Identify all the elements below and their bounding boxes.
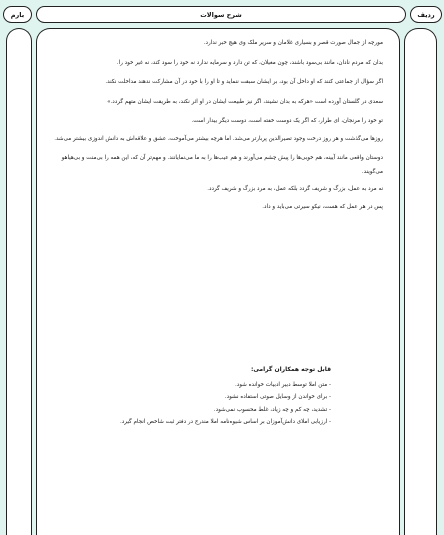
questions-header: شرح سوالات [36, 6, 406, 23]
questions-box [36, 28, 400, 535]
note-item: - متن املا توسط دبیر ادبیات خوانده شود. [235, 381, 331, 388]
score-column [6, 28, 32, 535]
paragraph: دوستان واقعی مانند آیینه، هم خوبی‌ها را پیش چشم می‌آورند و هم عیب‌ها را به ما می‌نمایانند. و مهم‌تر آن که، این همه را بی‌منت و بی‌هیاهو می‌گویند. [61, 155, 383, 175]
row-column [404, 28, 437, 535]
paragraph: اگر سؤال از جماعتی کنند که او داخل آن بود، بر ایشان سبقت ننماید و تا او را با خود در آن مشارکت ندهند مداخلت نکند. [105, 79, 383, 85]
notes-title: قابل توجه همکاران گرامی: [250, 366, 331, 373]
dictation-text [43, 37, 393, 220]
row-header: ردیف [410, 6, 442, 23]
note-item: - برای خواندن از وسایل صوتی استفاده نشود. [224, 394, 331, 400]
paragraph: تو خود را مرنجان، ای طرار، که اگر یک دوست خفته است، دوست دیگر بیدار است. [191, 118, 383, 124]
teacher-notes [43, 364, 393, 429]
note-item: - ارزیابی املای دانش‌آموزان بر اساس شیوه‌نامه املا مندرج در دفتر ثبت شاخص انجام گیرد. [119, 419, 331, 425]
note-item: - تشدید، چه کم و چه زیاد، غلط محسوب نمی‌شود. [213, 406, 331, 413]
paragraph: پس در هر عمل که هست، نیکو سیرتی می‌باید و داد. [262, 203, 383, 210]
paragraph: بدان که مردم نادان، مانند بی‌سود باشند، چون مغیلان، که تن دارد و سرمایه ندارد نه خود را سود کند، نه غیر خود را. [116, 59, 383, 66]
paragraph: روزها می‌گذشت و هر روز درخت وجود تصیرالدین پربارتر می‌شد. اما هرچه بیشتر می‌آموخت، عشق و علاقه‌اش به دانش اندوزی بیشتر می‌شد. [54, 135, 383, 142]
paragraph: نه مرد به عمل، بزرگ و شریف گردد بلکه عمل، به مرد بزرگ و شریف گردد. [207, 186, 383, 192]
paragraph: مورچه از جمال صورت قصر و بسیاری غلامان و سریر ملک وی هیچ خبر ندارد. [203, 40, 383, 46]
score-header: بارم [3, 6, 32, 23]
paragraph: سعدی در گلستان آورده است «هرکه به بدان نشیند، اگر نیز طبیعت ایشان در او اثر نکند، به طریقت ایشان متهم گردد.» [107, 98, 383, 105]
